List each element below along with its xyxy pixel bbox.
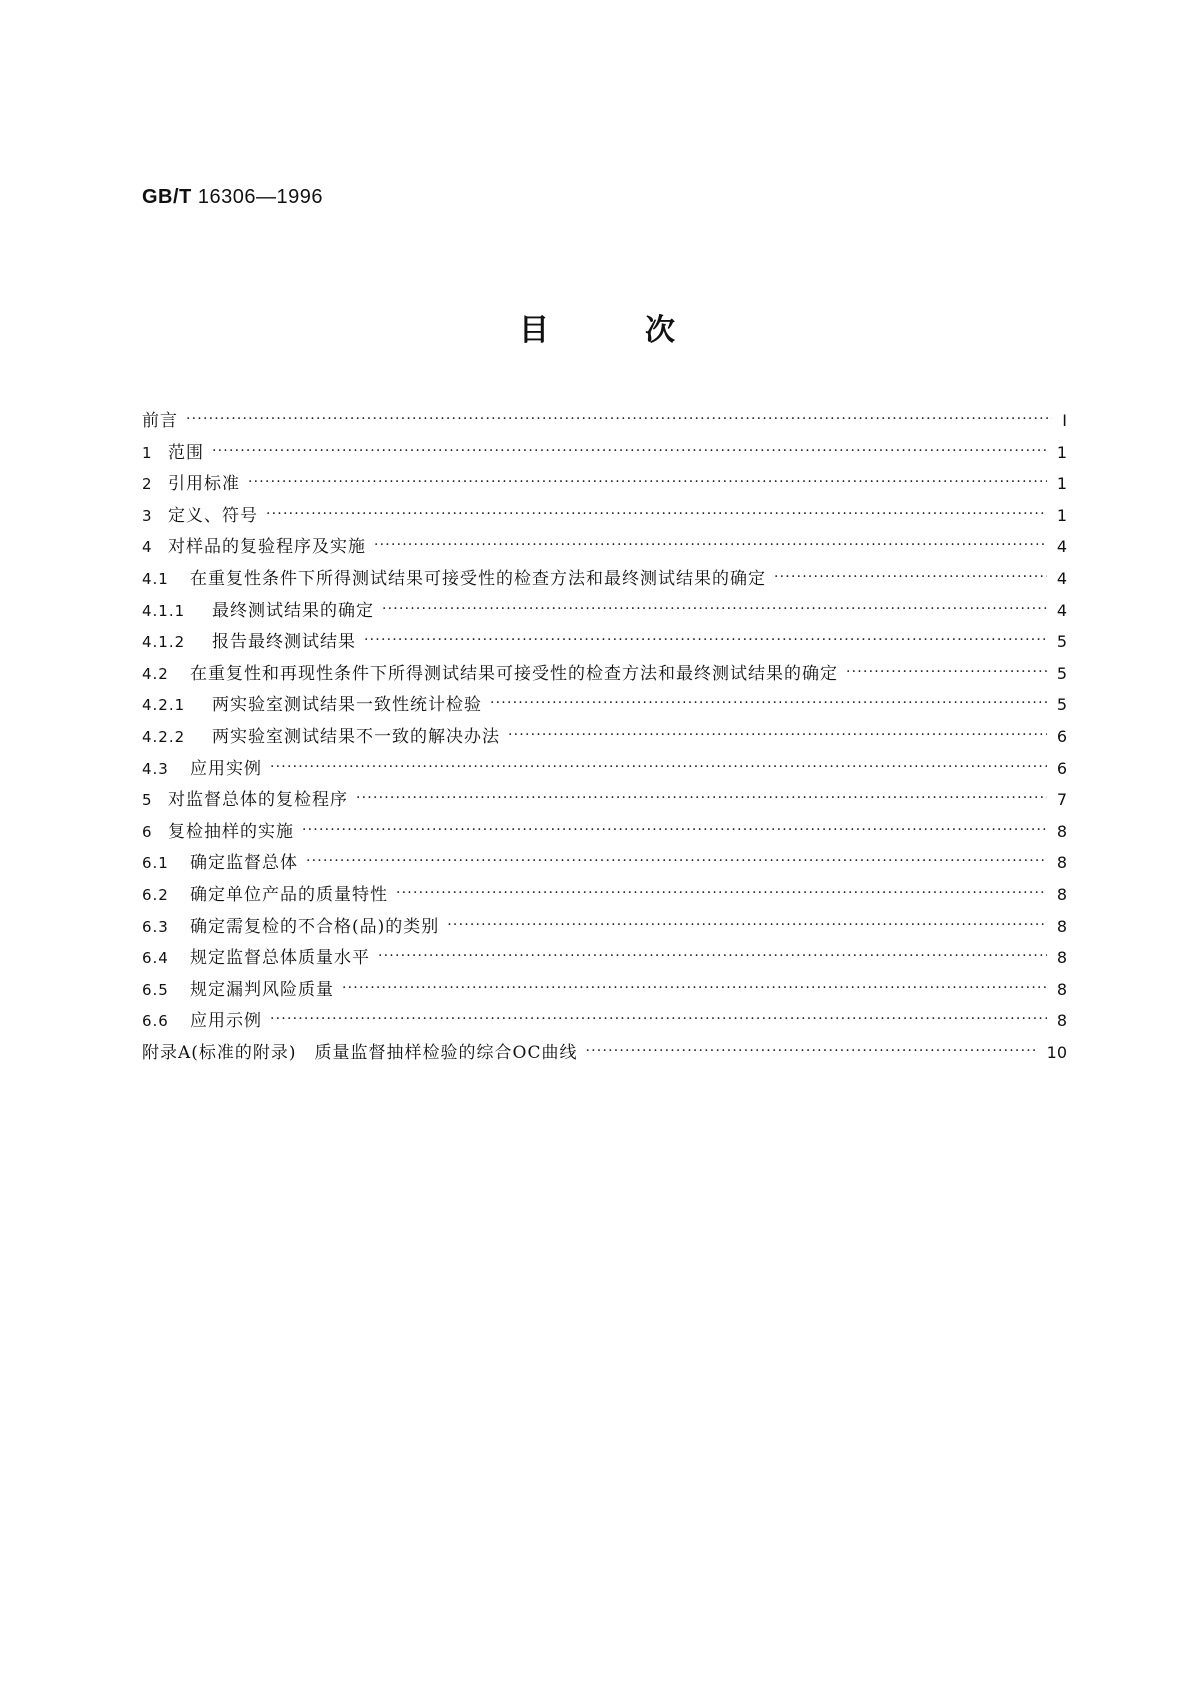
toc-entry-title: 确定监督总体 bbox=[190, 853, 298, 874]
toc-entry-title: 应用实例 bbox=[190, 758, 262, 779]
toc-entry-page: 4 bbox=[1056, 600, 1067, 620]
toc-entry-3[interactable] bbox=[142, 501, 1067, 533]
page-title-char-2: 次 bbox=[645, 313, 675, 348]
toc-entry-4-3[interactable] bbox=[142, 754, 1067, 786]
toc-dot-leader bbox=[396, 885, 1047, 901]
toc-dot-leader bbox=[306, 853, 1047, 869]
toc-entry-6-4[interactable] bbox=[142, 943, 1067, 975]
toc-dot-leader bbox=[302, 822, 1047, 838]
toc-entry-title: 两实验室测试结果不一致的解决办法 bbox=[212, 726, 500, 747]
toc-entry-4-2-1[interactable] bbox=[142, 690, 1067, 722]
toc-entry-page: 8 bbox=[1056, 821, 1067, 841]
toc-dot-leader bbox=[342, 980, 1047, 996]
toc-entry-number: 6.6 bbox=[142, 1012, 169, 1031]
toc-entry-page: 6 bbox=[1056, 758, 1067, 778]
toc-entry-4-1[interactable] bbox=[142, 564, 1067, 596]
toc-dot-leader bbox=[266, 506, 1047, 522]
toc-entry-annex-a[interactable] bbox=[142, 1038, 1067, 1070]
toc-entry-title: 前言 bbox=[142, 411, 178, 431]
toc-entry-number: 4.1.1 bbox=[142, 601, 186, 620]
toc-dot-leader bbox=[186, 411, 1052, 427]
toc-entry-number: 6 bbox=[142, 822, 153, 841]
toc-dot-leader bbox=[586, 1043, 1037, 1059]
toc-dot-leader bbox=[248, 474, 1047, 490]
toc-entry-title: 在重复性条件下所得测试结果可接受性的检查方法和最终测试结果的确定 bbox=[190, 568, 766, 589]
toc-entry-title: 复检抽样的实施 bbox=[168, 821, 294, 842]
toc-entry-page: 4 bbox=[1056, 568, 1067, 588]
toc-entry-page: 6 bbox=[1056, 726, 1067, 746]
toc-entry-number: 3 bbox=[142, 506, 153, 525]
toc-entry-6-3[interactable] bbox=[142, 912, 1067, 944]
toc-entry-number: 1 bbox=[142, 443, 153, 462]
toc-dot-leader bbox=[447, 917, 1047, 933]
toc-entry-page: 8 bbox=[1056, 979, 1067, 999]
toc-dot-leader bbox=[490, 695, 1047, 711]
toc-entry-number: 4.2.2 bbox=[142, 727, 186, 746]
toc-dot-leader bbox=[270, 759, 1047, 775]
toc-entry-page: 1 bbox=[1056, 474, 1067, 494]
toc-dot-leader bbox=[382, 601, 1047, 617]
toc-entry-number: 6.4 bbox=[142, 949, 169, 968]
toc-entry-foreword[interactable] bbox=[142, 406, 1067, 438]
toc-dot-leader bbox=[378, 948, 1047, 964]
toc-entry-page: I bbox=[1062, 411, 1067, 430]
toc-dot-leader bbox=[364, 632, 1047, 648]
toc-entry-title: 报告最终测试结果 bbox=[212, 632, 356, 653]
toc-entry-page: 8 bbox=[1056, 916, 1067, 936]
toc-entry-number: 4.2.1 bbox=[142, 696, 186, 715]
toc-entry-4-1-1[interactable] bbox=[142, 596, 1067, 628]
toc-entry-number: 6.3 bbox=[142, 917, 169, 936]
toc-entry-6[interactable] bbox=[142, 817, 1067, 849]
toc-entry-title: 确定需复检的不合格(品)的类别 bbox=[190, 916, 440, 937]
toc-entry-number: 5 bbox=[142, 791, 153, 810]
toc-entry-number: 4.3 bbox=[142, 759, 169, 778]
toc-entry-number: 4.2 bbox=[142, 664, 169, 683]
toc-entry-page: 10 bbox=[1046, 1042, 1067, 1062]
standard-number bbox=[142, 186, 323, 209]
toc-entry-page: 4 bbox=[1056, 537, 1067, 557]
toc-dot-leader bbox=[212, 443, 1047, 459]
toc-entry-6-1[interactable] bbox=[142, 848, 1067, 880]
toc-entry-title: 最终测试结果的确定 bbox=[212, 600, 374, 621]
toc-entry-number: 4.1 bbox=[142, 569, 169, 588]
table-of-contents bbox=[142, 406, 1067, 1069]
toc-dot-leader bbox=[846, 664, 1047, 680]
toc-entry-5[interactable] bbox=[142, 785, 1067, 817]
toc-entry-title: 对监督总体的复检程序 bbox=[168, 790, 348, 811]
toc-entry-page: 1 bbox=[1056, 442, 1067, 462]
toc-entry-1[interactable] bbox=[142, 438, 1067, 470]
toc-dot-leader bbox=[374, 537, 1047, 553]
toc-dot-leader bbox=[356, 790, 1047, 806]
toc-entry-page: 8 bbox=[1056, 948, 1067, 968]
toc-entry-6-5[interactable] bbox=[142, 975, 1067, 1007]
toc-entry-page: 8 bbox=[1056, 853, 1067, 873]
toc-entry-4[interactable] bbox=[142, 532, 1067, 564]
toc-entry-title: 定义、符号 bbox=[168, 505, 258, 526]
toc-entry-page: 5 bbox=[1056, 695, 1067, 715]
toc-entry-4-2[interactable] bbox=[142, 659, 1067, 691]
toc-entry-2[interactable] bbox=[142, 469, 1067, 501]
toc-entry-4-1-2[interactable] bbox=[142, 627, 1067, 659]
toc-entry-title: 应用示例 bbox=[190, 1011, 262, 1032]
toc-entry-page: 5 bbox=[1056, 663, 1067, 683]
toc-entry-number: 6.1 bbox=[142, 854, 169, 873]
toc-entry-number: 2 bbox=[142, 475, 153, 494]
standard-code: 16306—1996 bbox=[197, 186, 323, 208]
toc-entry-title: 引用标准 bbox=[168, 474, 240, 495]
toc-entry-page: 1 bbox=[1056, 505, 1067, 525]
toc-dot-leader bbox=[270, 1011, 1047, 1027]
toc-entry-title: 规定漏判风险质量 bbox=[190, 979, 334, 1000]
toc-entry-title: 在重复性和再现性条件下所得测试结果可接受性的检查方法和最终测试结果的确定 bbox=[190, 663, 838, 684]
toc-entry-title: 范围 bbox=[168, 442, 204, 463]
toc-entry-number: 6.2 bbox=[142, 885, 169, 904]
toc-entry-4-2-2[interactable] bbox=[142, 722, 1067, 754]
toc-entry-6-6[interactable] bbox=[142, 1006, 1067, 1038]
toc-entry-title: 规定监督总体质量水平 bbox=[190, 948, 370, 969]
toc-entry-6-2[interactable] bbox=[142, 880, 1067, 912]
toc-dot-leader bbox=[774, 569, 1047, 585]
toc-dot-leader bbox=[508, 727, 1047, 743]
toc-entry-number: 4 bbox=[142, 538, 153, 557]
toc-entry-page: 8 bbox=[1056, 1011, 1067, 1031]
toc-entry-number: 4.1.2 bbox=[142, 633, 186, 652]
toc-entry-title: 确定单位产品的质量特性 bbox=[190, 884, 388, 905]
toc-entry-title: 两实验室测试结果一致性统计检验 bbox=[212, 695, 482, 716]
toc-entry-title: 附录A(标准的附录) 质量监督抽样检验的综合OC曲线 bbox=[142, 1042, 578, 1063]
toc-entry-number: 6.5 bbox=[142, 980, 169, 999]
standard-prefix: GB/T bbox=[142, 186, 192, 208]
toc-entry-page: 5 bbox=[1056, 632, 1067, 652]
toc-entry-page: 8 bbox=[1056, 884, 1067, 904]
toc-entry-title: 对样品的复验程序及实施 bbox=[168, 537, 366, 558]
toc-entry-page: 7 bbox=[1056, 790, 1067, 810]
page-title-char-1: 目 bbox=[519, 313, 549, 348]
